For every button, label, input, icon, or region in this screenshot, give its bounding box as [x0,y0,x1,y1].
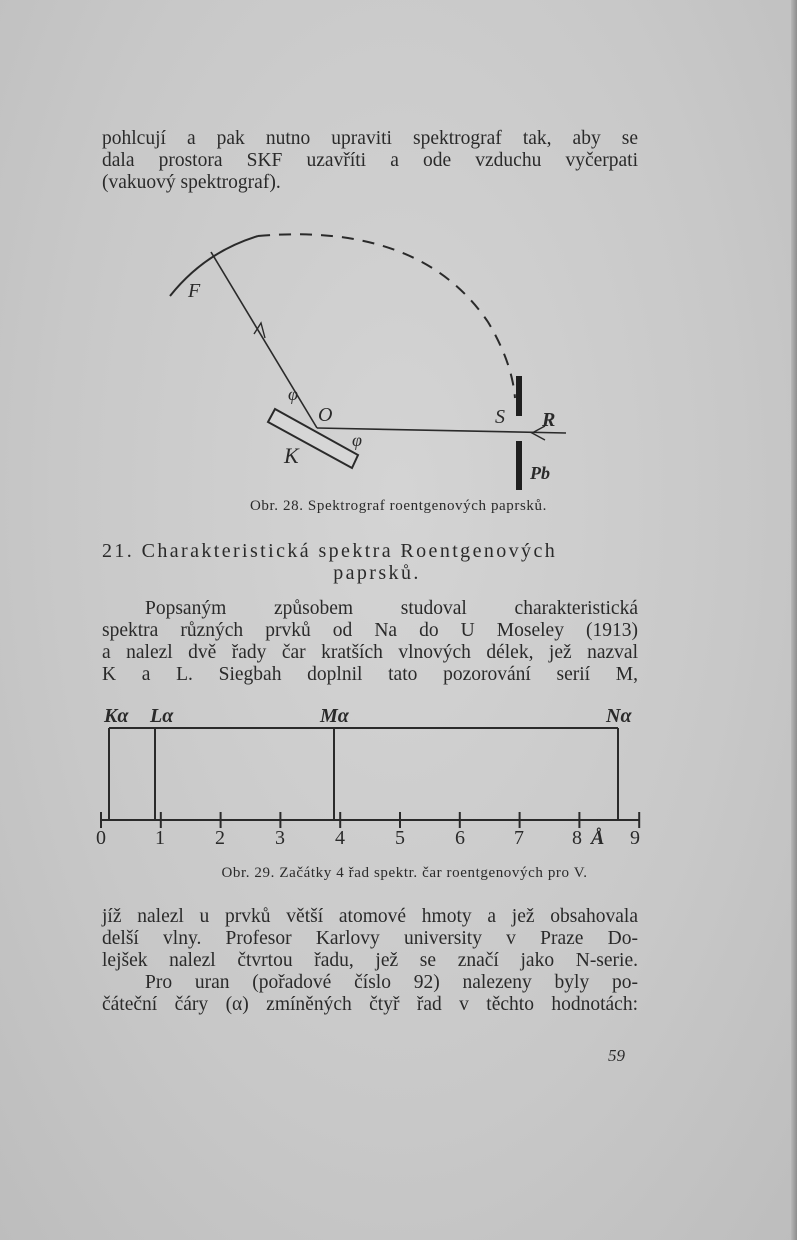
series-label-m-alpha: Mα [320,705,349,727]
label-o: O [318,404,333,426]
tick-label-9: 9 [630,827,640,849]
label-pb: Pb [530,463,550,483]
figure-28-caption: Obr. 28. Spektrograf roentgenových paprsků. [250,498,547,514]
tick-label-3: 3 [275,827,285,849]
series-label-k-alpha: Kα [104,705,129,727]
section-heading-line-2: paprsků. [333,562,421,584]
label-s: S [495,406,505,428]
paragraph-line: lejšek nalezl čtvrtou řadu, jež se značí jako N-serie. [102,950,638,971]
paragraph-3 [102,906,638,1016]
tick-label-2: 2 [215,827,225,849]
tick-label-0: 0 [96,827,106,849]
paragraph-line: čáteční čáry (α) zmíněných čtyř řad v těchto hodnotách: [102,994,638,1015]
label-k: K [284,443,299,468]
paragraph-line: delší vlny. Profesor Karlovy university v Praze Do- [102,928,638,949]
series-frame [109,728,618,820]
paragraph-line: spektra různých prvků od Na do U Moseley (1913) [102,620,638,641]
tick-label-6: 6 [455,827,465,849]
label-f: F [188,280,201,302]
tick-label-5: 5 [395,827,405,849]
page-number: 59 [608,1046,625,1065]
label-r: R [542,409,556,431]
paragraph-line: dala prostora SKF uzavříti a ode vzduchu vyčerpati [102,150,638,171]
paragraph-line: K a L. Siegbah doplnil tato pozorování serií M, [102,664,638,685]
paragraph-line: jíž nalezl u prvků větší atomové hmoty a jež obsahovala [102,906,638,927]
label-phi-2: φ [352,430,362,450]
paragraph-line: (vakuový spektrograf). [102,172,281,193]
series-label-n-alpha: Nα [606,705,632,727]
series-label-l-alpha: Lα [150,705,174,727]
tick-label-7: 7 [514,827,524,849]
section-heading-line-1: 21. Charakteristická spektra Roentgenových [102,540,558,562]
label-phi-1: φ [288,384,298,404]
unit-angstrom: Å [591,827,605,849]
paragraph-line: Popsaným způsobem studoval charakteristická [145,598,638,619]
tick-label-8: 8 [572,827,582,849]
paragraph-line: Pro uran (pořadové číslo 92) nalezeny byly po- [145,972,638,993]
paragraph-line: a nalezl dvě řady čar kratších vlnových délek, jež nazval [102,642,638,663]
tick-label-1: 1 [155,827,165,849]
figure-29-caption: Obr. 29. Začátky 4 řad spektr. čar roentgenových pro V. [221,865,588,881]
tick-label-4: 4 [335,827,345,849]
paragraph-line: pohlcují a pak nutno upraviti spektrograf tak, aby se [102,128,638,149]
